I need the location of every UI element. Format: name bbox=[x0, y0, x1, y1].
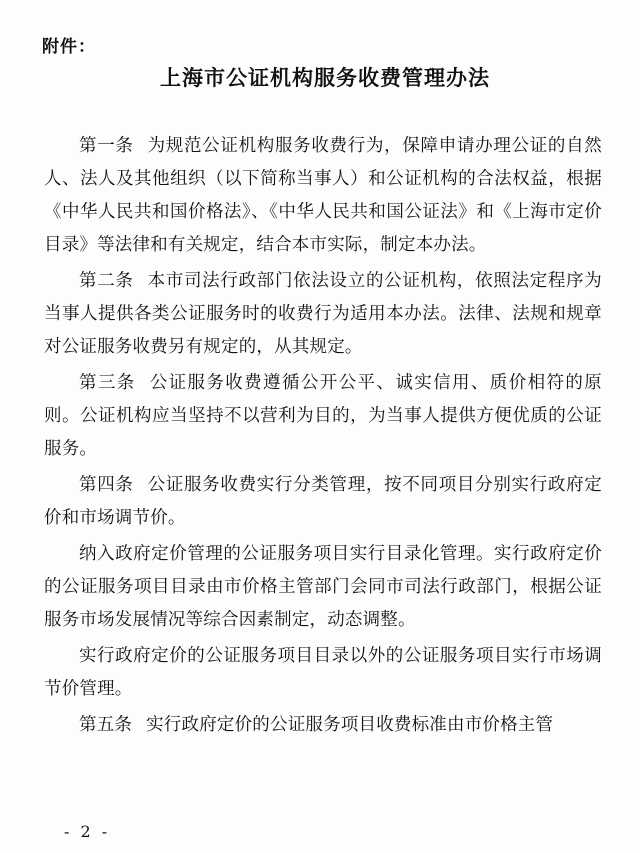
attachment-label: 附件： bbox=[42, 37, 96, 57]
document-title: 上海市公证机构服务收费管理办法 bbox=[160, 66, 490, 90]
article-text: 本市司法行政部门依法设立的公证机构，依照法定程序为当事人提供各类公证服务时的收费行为适用本办法。法律、法规和规章对公证服务收费另有规定的，从其规定。 bbox=[44, 271, 602, 357]
article-number: 第五条 bbox=[79, 715, 133, 735]
article-4-clause-2-paragraph bbox=[44, 538, 602, 637]
article-3-paragraph bbox=[44, 367, 602, 466]
article-1-paragraph bbox=[44, 130, 602, 262]
article-text: 实行政府定价的公证服务项目目录以外的公证服务项目实行市场调节价管理。 bbox=[44, 646, 602, 699]
article-number: 第一条 bbox=[79, 136, 134, 156]
article-4-clause-3-paragraph bbox=[44, 640, 602, 706]
document-body bbox=[44, 130, 602, 745]
article-number: 第三条 bbox=[79, 373, 136, 393]
article-text: 为规范公证机构服务收费行为，保障申请办理公证的自然人、法人及其他组织（以下简称当事人）和公证机构的合法权益，根据《中华人民共和国价格法》、《中华人民共和国公证法》和《上海市定价目录》等法律和有关规定，结合本市实际，制定本办法。 bbox=[44, 136, 602, 255]
article-text: 公证服务收费实行分类管理，按不同项目分别实行政府定价和市场调节价。 bbox=[44, 475, 602, 528]
page-number: - 2 - bbox=[64, 822, 111, 841]
article-text: 纳入政府定价管理的公证服务项目实行目录化管理。实行政府定价的公证服务项目目录由市价格主管部门会同市司法行政部门，根据公证服务市场发展情况等综合因素制定，动态调整。 bbox=[44, 544, 602, 630]
article-5-paragraph bbox=[44, 709, 602, 742]
article-text: 实行政府定价的公证服务项目收费标准由市价格主管 bbox=[146, 715, 554, 735]
article-text: 公证服务收费遵循公开公平、诚实信用、质价相符的原则。公证机构应当坚持不以营利为目的，为当事人提供方便优质的公证服务。 bbox=[44, 373, 602, 459]
article-number: 第二条 bbox=[79, 271, 134, 291]
article-2-paragraph bbox=[44, 265, 602, 364]
article-4-paragraph bbox=[44, 469, 602, 535]
article-number: 第四条 bbox=[79, 475, 134, 495]
